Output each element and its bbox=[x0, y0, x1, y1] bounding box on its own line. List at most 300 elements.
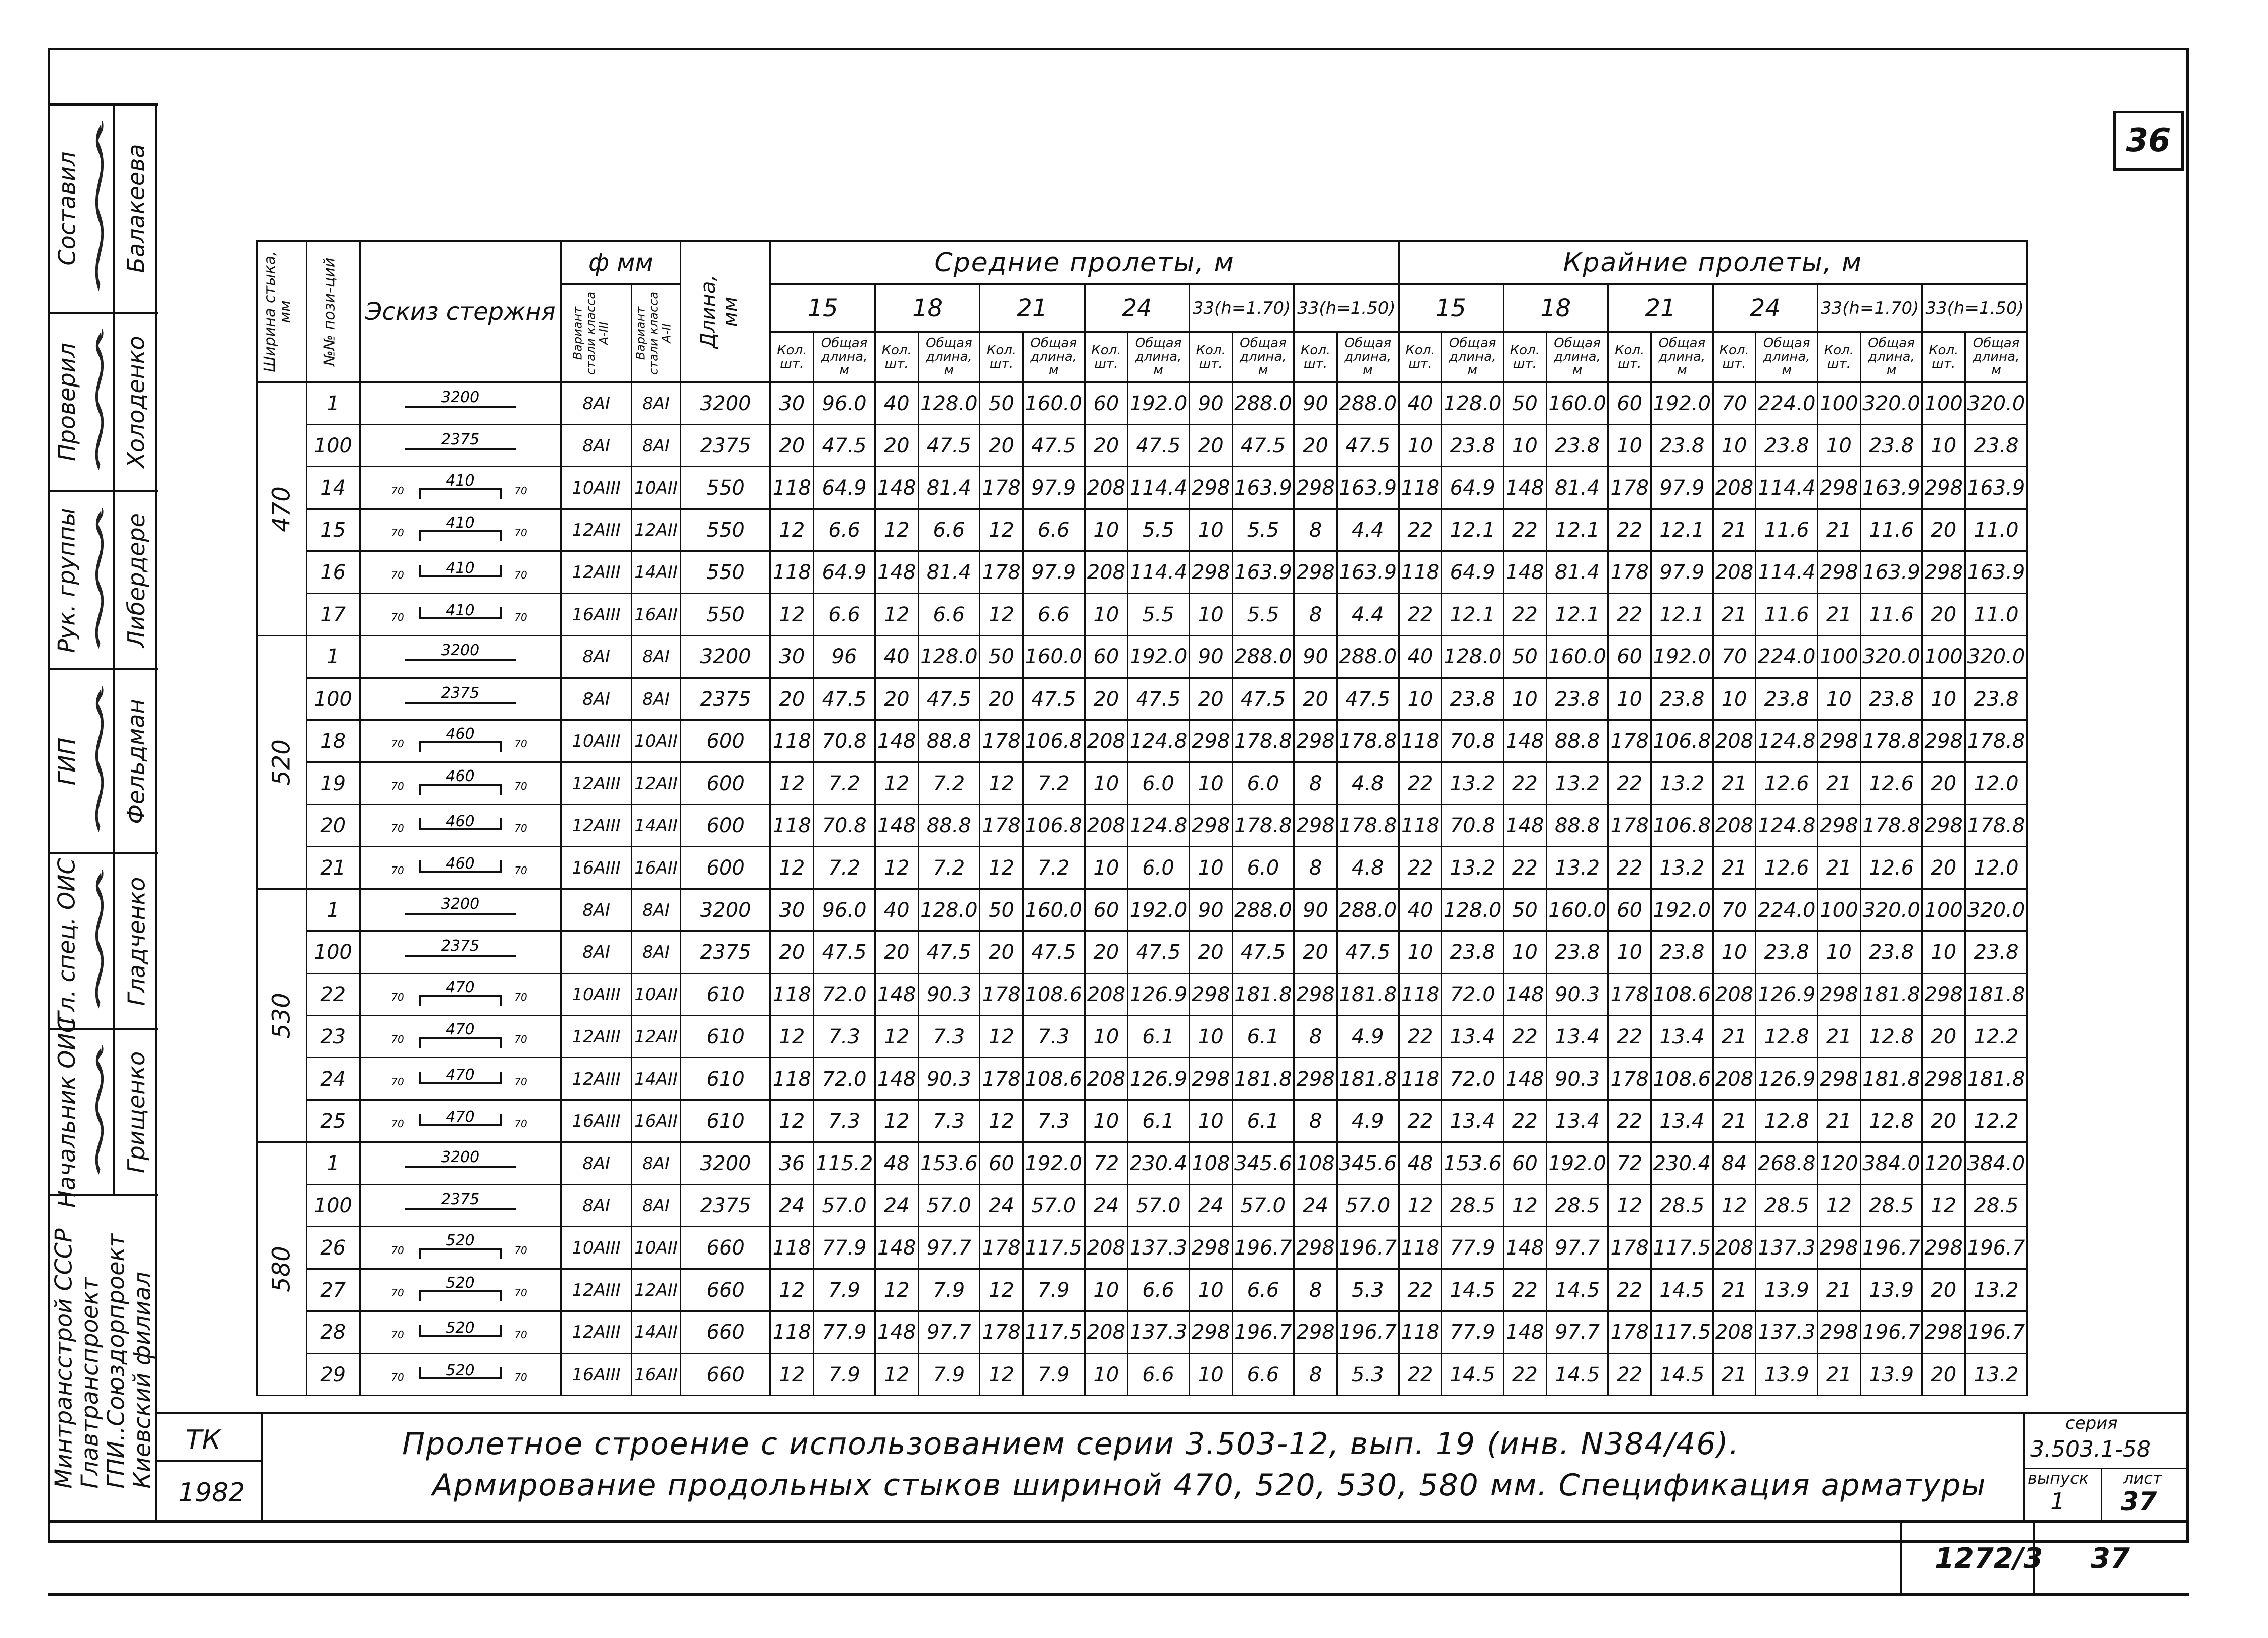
svg-text:70: 70 bbox=[514, 526, 528, 539]
qty-cell: 10 bbox=[1084, 1016, 1128, 1058]
total-length-cell: 28.5 bbox=[1756, 1185, 1818, 1227]
bar-dimension: 470 bbox=[446, 978, 475, 996]
signature-4 bbox=[84, 870, 115, 1013]
total-length-cell: 160.0 bbox=[1546, 636, 1608, 678]
total-length-cell: 124.8 bbox=[1756, 720, 1818, 762]
qty-cell: 178 bbox=[1608, 974, 1651, 1016]
qty-cell: 12 bbox=[875, 1269, 918, 1311]
total-length-cell: 28.5 bbox=[1442, 1185, 1504, 1227]
position-number: 29 bbox=[306, 1354, 360, 1396]
bar-sketch-bracket-down bbox=[385, 851, 536, 885]
qty-cell: 21 bbox=[1713, 1354, 1756, 1396]
bar-sketch-bracket-down bbox=[385, 1316, 536, 1349]
joint-width: 530 bbox=[257, 889, 307, 1142]
position-number: 26 bbox=[306, 1227, 360, 1269]
diameter-variant-a3: 8AI bbox=[561, 425, 631, 467]
qty-cell: 298 bbox=[1189, 1227, 1232, 1269]
qty-cell: 12 bbox=[980, 847, 1023, 889]
qty-cell: 178 bbox=[980, 467, 1023, 509]
svg-text:70: 70 bbox=[391, 1244, 405, 1257]
header-variant-a3: Вариант стали класса А-III bbox=[561, 284, 631, 382]
bar-sketch-bracket-up bbox=[385, 1274, 536, 1307]
total-length-cell: 47.5 bbox=[1232, 931, 1294, 974]
total-length-cell: 128.0 bbox=[1442, 636, 1504, 678]
total-length-cell: 97.7 bbox=[918, 1227, 980, 1269]
bar-length: 2375 bbox=[680, 931, 770, 974]
qty-cell: 298 bbox=[1922, 974, 1965, 1016]
org-line-2: Главтранспроект bbox=[76, 1277, 104, 1489]
qty-cell: 10 bbox=[1399, 425, 1442, 467]
qty-cell: 12 bbox=[875, 1016, 918, 1058]
total-length-cell: 12.8 bbox=[1756, 1016, 1818, 1058]
table-row bbox=[257, 1016, 2027, 1058]
total-length-cell: 97.7 bbox=[918, 1311, 980, 1354]
total-length-cell: 288.0 bbox=[1232, 636, 1294, 678]
total-length-cell: 160.0 bbox=[1023, 889, 1084, 931]
bar-length: 3200 bbox=[680, 1142, 770, 1185]
qty-cell: 118 bbox=[770, 1058, 814, 1100]
qty-cell: 100 bbox=[1818, 382, 1861, 425]
qty-cell: 21 bbox=[1818, 1016, 1861, 1058]
bar-sketch bbox=[360, 1100, 561, 1142]
diameter-variant-a3: 16AIII bbox=[561, 1100, 631, 1142]
header-qty: Кол. шт. bbox=[1608, 332, 1651, 382]
svg-text:70: 70 bbox=[514, 1371, 528, 1383]
bar-sketch bbox=[360, 678, 561, 720]
total-length-cell: 23.8 bbox=[1965, 678, 2027, 720]
diameter-variant-a2: 8AI bbox=[632, 1142, 681, 1185]
qty-cell: 10 bbox=[1818, 678, 1861, 720]
qty-cell: 298 bbox=[1818, 1058, 1861, 1100]
qty-cell: 120 bbox=[1818, 1142, 1861, 1185]
qty-cell: 12 bbox=[980, 1269, 1023, 1311]
total-length-cell: 6.6 bbox=[918, 509, 980, 551]
bar-dimension: 410 bbox=[446, 601, 475, 619]
total-length-cell: 12.1 bbox=[1651, 509, 1713, 551]
qty-cell: 178 bbox=[1608, 1227, 1651, 1269]
title-line-2: Армирование продольных стыков шириной 470, 520, 530, 580 мм. Спецификация арматуры bbox=[432, 1468, 1987, 1503]
qty-cell: 22 bbox=[1503, 1016, 1546, 1058]
qty-cell: 208 bbox=[1084, 551, 1128, 594]
total-length-cell: 196.7 bbox=[1860, 1311, 1922, 1354]
position-number: 28 bbox=[306, 1311, 360, 1354]
total-length-cell: 192.0 bbox=[1128, 382, 1190, 425]
total-length-cell: 137.3 bbox=[1756, 1311, 1818, 1354]
qty-cell: 108 bbox=[1189, 1142, 1232, 1185]
total-length-cell: 230.4 bbox=[1651, 1142, 1713, 1185]
total-length-cell: 12.1 bbox=[1651, 594, 1713, 636]
diameter-variant-a2: 10AII bbox=[632, 974, 681, 1016]
svg-text:70: 70 bbox=[391, 1033, 405, 1045]
qty-cell: 298 bbox=[1294, 551, 1337, 594]
total-length-cell: 163.9 bbox=[1965, 551, 2027, 594]
qty-cell: 10 bbox=[1503, 931, 1546, 974]
total-length-cell: 160.0 bbox=[1023, 382, 1084, 425]
bar-sketch bbox=[360, 1185, 561, 1227]
total-length-cell: 23.8 bbox=[1651, 425, 1713, 467]
qty-cell: 20 bbox=[1084, 931, 1128, 974]
total-length-cell: 5.5 bbox=[1128, 594, 1190, 636]
qty-cell: 10 bbox=[1399, 678, 1442, 720]
table-row bbox=[257, 467, 2027, 509]
qty-cell: 298 bbox=[1189, 720, 1232, 762]
qty-cell: 72 bbox=[1608, 1142, 1651, 1185]
qty-cell: 20 bbox=[1922, 594, 1965, 636]
diameter-variant-a3: 8AI bbox=[561, 382, 631, 425]
table-row bbox=[257, 847, 2027, 889]
total-length-cell: 196.7 bbox=[1860, 1227, 1922, 1269]
qty-cell: 298 bbox=[1818, 467, 1861, 509]
qty-cell: 118 bbox=[1399, 974, 1442, 1016]
diameter-variant-a2: 8AI bbox=[632, 1185, 681, 1227]
total-length-cell: 13.4 bbox=[1546, 1100, 1608, 1142]
total-length-cell: 160.0 bbox=[1546, 889, 1608, 931]
total-length-cell: 108.6 bbox=[1023, 1058, 1084, 1100]
total-length-cell: 163.9 bbox=[1965, 467, 2027, 509]
total-length-cell: 13.4 bbox=[1546, 1016, 1608, 1058]
qty-cell: 208 bbox=[1084, 974, 1128, 1016]
total-length-cell: 47.5 bbox=[1023, 931, 1084, 974]
qty-cell: 148 bbox=[1503, 1058, 1546, 1100]
header-qty: Кол. шт. bbox=[1818, 332, 1861, 382]
qty-cell: 20 bbox=[1922, 1354, 1965, 1396]
qty-cell: 178 bbox=[980, 551, 1023, 594]
bar-dimension: 460 bbox=[446, 854, 475, 873]
total-length-cell: 11.6 bbox=[1860, 594, 1922, 636]
qty-cell: 118 bbox=[1399, 551, 1442, 594]
diameter-variant-a3: 8AI bbox=[561, 1185, 631, 1227]
total-length-cell: 47.5 bbox=[1128, 678, 1190, 720]
qty-cell: 24 bbox=[875, 1185, 918, 1227]
bar-dimension: 2375 bbox=[441, 430, 480, 448]
total-length-cell: 47.5 bbox=[1023, 678, 1084, 720]
qty-cell: 60 bbox=[1608, 636, 1651, 678]
bar-sketch-straight bbox=[385, 1147, 536, 1180]
qty-cell: 108 bbox=[1294, 1142, 1337, 1185]
total-length-cell: 181.8 bbox=[1965, 1058, 2027, 1100]
stamp-name-4: Гладченко bbox=[123, 877, 150, 1006]
total-length-cell: 7.9 bbox=[918, 1269, 980, 1311]
middle-span-3: 24 bbox=[1084, 284, 1189, 332]
qty-cell: 208 bbox=[1713, 1311, 1756, 1354]
qty-cell: 10 bbox=[1818, 425, 1861, 467]
stamp-role-4: Гл. спец. ОИС bbox=[53, 857, 81, 1025]
svg-text:70: 70 bbox=[514, 1075, 528, 1088]
qty-cell: 22 bbox=[1503, 509, 1546, 551]
qty-cell: 21 bbox=[1713, 1269, 1756, 1311]
qty-cell: 298 bbox=[1294, 720, 1337, 762]
total-length-cell: 77.9 bbox=[814, 1227, 875, 1269]
total-length-cell: 23.8 bbox=[1860, 931, 1922, 974]
total-length-cell: 345.6 bbox=[1232, 1142, 1294, 1185]
qty-cell: 298 bbox=[1189, 805, 1232, 847]
qty-cell: 21 bbox=[1713, 509, 1756, 551]
diameter-variant-a3: 12AIII bbox=[561, 1311, 631, 1354]
total-length-cell: 28.5 bbox=[1651, 1185, 1713, 1227]
bar-sketch bbox=[360, 847, 561, 889]
qty-cell: 22 bbox=[1399, 1016, 1442, 1058]
bar-sketch-bracket-up bbox=[385, 1231, 536, 1265]
total-length-cell: 126.9 bbox=[1128, 974, 1190, 1016]
total-length-cell: 13.9 bbox=[1756, 1354, 1818, 1396]
qty-cell: 118 bbox=[770, 1311, 814, 1354]
qty-cell: 21 bbox=[1818, 1100, 1861, 1142]
qty-cell: 118 bbox=[770, 974, 814, 1016]
total-length-cell: 77.9 bbox=[1442, 1311, 1504, 1354]
position-number: 1 bbox=[306, 382, 360, 425]
total-length-cell: 7.3 bbox=[918, 1100, 980, 1142]
qty-cell: 20 bbox=[1922, 1269, 1965, 1311]
qty-cell: 100 bbox=[1922, 889, 1965, 931]
qty-cell: 8 bbox=[1294, 762, 1337, 805]
qty-cell: 298 bbox=[1294, 1227, 1337, 1269]
qty-cell: 298 bbox=[1189, 974, 1232, 1016]
table-row bbox=[257, 1269, 2027, 1311]
qty-cell: 12 bbox=[1818, 1185, 1861, 1227]
total-length-cell: 28.5 bbox=[1546, 1185, 1608, 1227]
qty-cell: 8 bbox=[1294, 1269, 1337, 1311]
total-length-cell: 14.5 bbox=[1442, 1354, 1504, 1396]
header-qty: Кол. шт. bbox=[1922, 332, 1965, 382]
total-length-cell: 13.2 bbox=[1546, 762, 1608, 805]
total-length-cell: 13.4 bbox=[1651, 1016, 1713, 1058]
total-length-cell: 6.6 bbox=[918, 594, 980, 636]
total-length-cell: 320.0 bbox=[1965, 636, 2027, 678]
diameter-variant-a2: 16AII bbox=[632, 1354, 681, 1396]
total-length-cell: 124.8 bbox=[1128, 805, 1190, 847]
qty-cell: 148 bbox=[875, 551, 918, 594]
total-length-cell: 163.9 bbox=[1232, 551, 1294, 594]
total-length-cell: 23.8 bbox=[1965, 931, 2027, 974]
total-length-cell: 106.8 bbox=[1651, 720, 1713, 762]
total-length-cell: 7.2 bbox=[814, 847, 875, 889]
total-length-cell: 12.0 bbox=[1965, 847, 2027, 889]
total-length-cell: 288.0 bbox=[1232, 382, 1294, 425]
qty-cell: 21 bbox=[1818, 762, 1861, 805]
qty-cell: 12 bbox=[980, 1016, 1023, 1058]
position-number: 100 bbox=[306, 678, 360, 720]
qty-cell: 90 bbox=[1189, 889, 1232, 931]
stamp-role-3: ГИП bbox=[53, 737, 81, 786]
total-length-cell: 163.9 bbox=[1337, 551, 1399, 594]
qty-cell: 118 bbox=[1399, 720, 1442, 762]
svg-text:70: 70 bbox=[391, 568, 405, 581]
qty-cell: 22 bbox=[1503, 762, 1546, 805]
total-length-cell: 47.5 bbox=[918, 931, 980, 974]
bar-dimension: 410 bbox=[446, 471, 475, 490]
total-length-cell: 128.0 bbox=[918, 382, 980, 425]
total-length-cell: 196.7 bbox=[1337, 1227, 1399, 1269]
qty-cell: 10 bbox=[1189, 1354, 1232, 1396]
svg-text:70: 70 bbox=[391, 1371, 405, 1383]
qty-cell: 24 bbox=[1189, 1185, 1232, 1227]
diameter-variant-a2: 8AI bbox=[632, 678, 681, 720]
diameter-variant-a2: 10AII bbox=[632, 467, 681, 509]
total-length-cell: 178.8 bbox=[1232, 720, 1294, 762]
header-variant-a2: Вариант стали класса А-II bbox=[632, 284, 681, 382]
bar-sketch bbox=[360, 1311, 561, 1354]
qty-cell: 178 bbox=[980, 720, 1023, 762]
total-length-cell: 4.4 bbox=[1337, 509, 1399, 551]
qty-cell: 208 bbox=[1084, 1311, 1128, 1354]
position-number: 25 bbox=[306, 1100, 360, 1142]
total-length-cell: 23.8 bbox=[1651, 678, 1713, 720]
bar-length: 3200 bbox=[680, 889, 770, 931]
bar-sketch bbox=[360, 1058, 561, 1100]
total-length-cell: 14.5 bbox=[1546, 1354, 1608, 1396]
total-length-cell: 128.0 bbox=[1442, 889, 1504, 931]
header-qty: Кол. шт. bbox=[1294, 332, 1337, 382]
qty-cell: 12 bbox=[1503, 1185, 1546, 1227]
signature-1 bbox=[84, 329, 115, 475]
qty-cell: 10 bbox=[1713, 425, 1756, 467]
total-length-cell: 6.6 bbox=[814, 594, 875, 636]
total-length-cell: 13.4 bbox=[1442, 1016, 1504, 1058]
total-length-cell: 70.8 bbox=[814, 805, 875, 847]
total-length-cell: 160.0 bbox=[1546, 382, 1608, 425]
header-total-length: Общая длина, м bbox=[1442, 332, 1504, 382]
qty-cell: 50 bbox=[1503, 382, 1546, 425]
qty-cell: 118 bbox=[770, 1227, 814, 1269]
total-length-cell: 128.0 bbox=[918, 889, 980, 931]
bar-dimension: 520 bbox=[446, 1274, 475, 1292]
position-number: 22 bbox=[306, 974, 360, 1016]
bar-sketch-bracket-down bbox=[385, 1105, 536, 1138]
qty-cell: 22 bbox=[1608, 1100, 1651, 1142]
qty-cell: 298 bbox=[1294, 1058, 1337, 1100]
bar-dimension: 460 bbox=[446, 725, 475, 743]
bar-sketch bbox=[360, 467, 561, 509]
bar-length: 550 bbox=[680, 551, 770, 594]
bar-dimension: 2375 bbox=[441, 1190, 480, 1208]
qty-cell: 30 bbox=[770, 636, 814, 678]
table-row bbox=[257, 805, 2027, 847]
qty-cell: 208 bbox=[1713, 720, 1756, 762]
qty-cell: 20 bbox=[875, 425, 918, 467]
qty-cell: 20 bbox=[1189, 678, 1232, 720]
qty-cell: 178 bbox=[1608, 551, 1651, 594]
qty-cell: 40 bbox=[1399, 382, 1442, 425]
qty-cell: 12 bbox=[1922, 1185, 1965, 1227]
qty-cell: 22 bbox=[1399, 847, 1442, 889]
page-number: 37 bbox=[2091, 1542, 2130, 1575]
total-length-cell: 64.9 bbox=[814, 551, 875, 594]
bar-length: 3200 bbox=[680, 636, 770, 678]
qty-cell: 21 bbox=[1713, 594, 1756, 636]
total-length-cell: 23.8 bbox=[1756, 678, 1818, 720]
total-length-cell: 4.9 bbox=[1337, 1016, 1399, 1058]
total-length-cell: 181.8 bbox=[1337, 1058, 1399, 1100]
total-length-cell: 70.8 bbox=[814, 720, 875, 762]
bar-length: 2375 bbox=[680, 678, 770, 720]
qty-cell: 22 bbox=[1503, 847, 1546, 889]
qty-cell: 22 bbox=[1399, 1100, 1442, 1142]
qty-cell: 12 bbox=[980, 762, 1023, 805]
qty-cell: 10 bbox=[1608, 931, 1651, 974]
qty-cell: 298 bbox=[1922, 551, 1965, 594]
diameter-variant-a2: 8AI bbox=[632, 931, 681, 974]
bar-sketch-bracket-up bbox=[385, 978, 536, 1011]
diameter-variant-a2: 8AI bbox=[632, 636, 681, 678]
svg-text:70: 70 bbox=[514, 737, 528, 750]
qty-cell: 60 bbox=[1503, 1142, 1546, 1185]
diameter-variant-a3: 8AI bbox=[561, 931, 631, 974]
svg-text:70: 70 bbox=[391, 991, 405, 1003]
total-length-cell: 12.6 bbox=[1756, 847, 1818, 889]
total-length-cell: 5.5 bbox=[1232, 509, 1294, 551]
qty-cell: 298 bbox=[1922, 720, 1965, 762]
total-length-cell: 96.0 bbox=[814, 382, 875, 425]
qty-cell: 22 bbox=[1608, 847, 1651, 889]
qty-cell: 22 bbox=[1608, 594, 1651, 636]
total-length-cell: 181.8 bbox=[1860, 1058, 1922, 1100]
qty-cell: 22 bbox=[1503, 594, 1546, 636]
qty-cell: 118 bbox=[770, 720, 814, 762]
qty-cell: 10 bbox=[1189, 1016, 1232, 1058]
total-length-cell: 28.5 bbox=[1860, 1185, 1922, 1227]
total-length-cell: 77.9 bbox=[1442, 1227, 1504, 1269]
total-length-cell: 230.4 bbox=[1128, 1142, 1190, 1185]
table-row bbox=[257, 762, 2027, 805]
svg-text:70: 70 bbox=[514, 822, 528, 834]
total-length-cell: 70.8 bbox=[1442, 805, 1504, 847]
bar-sketch bbox=[360, 636, 561, 678]
qty-cell: 20 bbox=[1294, 425, 1337, 467]
qty-cell: 208 bbox=[1084, 467, 1128, 509]
stamp-name-5: Грищенко bbox=[123, 1051, 150, 1173]
total-length-cell: 6.0 bbox=[1128, 762, 1190, 805]
header-qty: Кол. шт. bbox=[770, 332, 814, 382]
qty-cell: 178 bbox=[980, 974, 1023, 1016]
sheet-number: 36 bbox=[2113, 111, 2184, 171]
total-length-cell: 345.6 bbox=[1337, 1142, 1399, 1185]
bar-length: 600 bbox=[680, 847, 770, 889]
total-length-cell: 320.0 bbox=[1965, 382, 2027, 425]
total-length-cell: 14.5 bbox=[1651, 1354, 1713, 1396]
total-length-cell: 13.9 bbox=[1860, 1269, 1922, 1311]
qty-cell: 90 bbox=[1294, 889, 1337, 931]
qty-cell: 12 bbox=[980, 594, 1023, 636]
bar-length: 600 bbox=[680, 762, 770, 805]
qty-cell: 298 bbox=[1818, 974, 1861, 1016]
diameter-variant-a3: 10AIII bbox=[561, 720, 631, 762]
total-length-cell: 6.6 bbox=[1232, 1354, 1294, 1396]
total-length-cell: 57.0 bbox=[1337, 1185, 1399, 1227]
total-length-cell: 106.8 bbox=[1651, 805, 1713, 847]
qty-cell: 8 bbox=[1294, 1100, 1337, 1142]
qty-cell: 298 bbox=[1922, 467, 1965, 509]
qty-cell: 60 bbox=[1608, 382, 1651, 425]
total-length-cell: 13.4 bbox=[1651, 1100, 1713, 1142]
header-total-length: Общая длина, м bbox=[814, 332, 875, 382]
total-length-cell: 7.3 bbox=[918, 1016, 980, 1058]
qty-cell: 20 bbox=[1922, 847, 1965, 889]
diameter-variant-a2: 14AII bbox=[632, 551, 681, 594]
svg-text:70: 70 bbox=[514, 1286, 528, 1299]
total-length-cell: 7.2 bbox=[1023, 847, 1084, 889]
diameter-variant-a3: 12AIII bbox=[561, 762, 631, 805]
qty-cell: 12 bbox=[875, 762, 918, 805]
edge-span-1: 18 bbox=[1503, 284, 1608, 332]
qty-cell: 21 bbox=[1818, 1354, 1861, 1396]
total-length-cell: 6.0 bbox=[1232, 847, 1294, 889]
qty-cell: 40 bbox=[875, 636, 918, 678]
total-length-cell: 81.4 bbox=[918, 551, 980, 594]
bar-dimension: 3200 bbox=[441, 641, 480, 659]
total-length-cell: 114.4 bbox=[1128, 551, 1190, 594]
qty-cell: 21 bbox=[1713, 1016, 1756, 1058]
position-number: 19 bbox=[306, 762, 360, 805]
